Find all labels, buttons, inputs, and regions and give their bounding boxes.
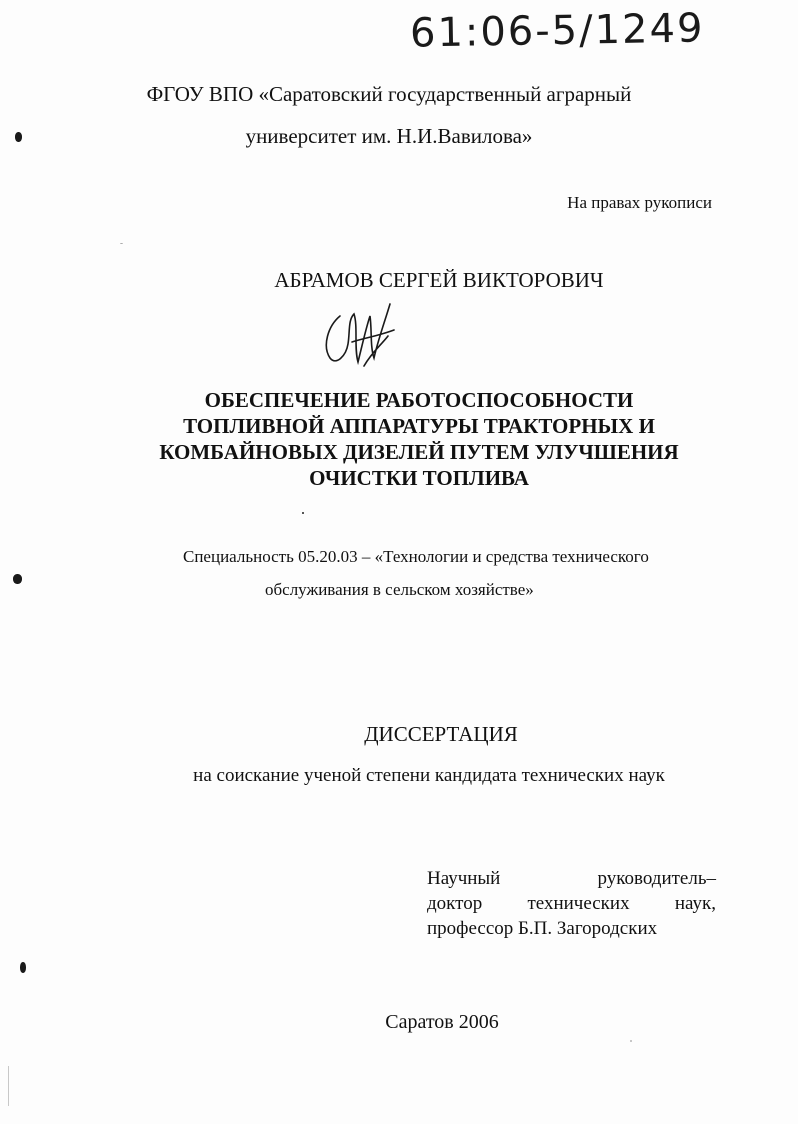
advisor-line-1 <box>427 866 716 891</box>
specialty-line-2: обслуживания в сельском хозяйстве» <box>265 580 534 599</box>
scan-speck <box>120 243 123 244</box>
advisor-word: технических <box>527 893 630 914</box>
advisor-line-3: профессор Б.П. Загородских <box>427 918 658 939</box>
advisor-word: доктор <box>427 893 483 914</box>
scan-edge-line <box>8 1066 9 1106</box>
dissertation-title <box>20 387 798 491</box>
scan-dot <box>302 512 304 514</box>
institution-line-1: ФГОУ ВПО «Саратовский государственный аграрный <box>146 82 632 106</box>
title-line: КОМБАЙНОВЫХ ДИЗЕЛЕЙ ПУТЕМ УЛУЧШЕНИЯ <box>159 440 679 464</box>
scan-speck <box>20 962 26 973</box>
advisor-word: наук, <box>674 893 716 914</box>
city-year: Саратов 2006 <box>385 1011 499 1033</box>
work-type: ДИССЕРТАЦИЯ <box>364 722 518 746</box>
archive-number-handwritten: 61:06-5/1249 <box>409 5 705 57</box>
advisor-word: руководитель– <box>597 868 716 889</box>
author-signature <box>318 296 400 374</box>
degree-line: на соискание ученой степени кандидата технических наук <box>193 765 665 786</box>
scan-speck <box>15 132 22 142</box>
advisor-word: Научный <box>427 868 501 889</box>
title-line: ТОПЛИВНОЙ АППАРАТУРЫ ТРАКТОРНЫХ И <box>183 414 655 438</box>
scan-speck <box>630 1040 632 1042</box>
author-name: АБРАМОВ СЕРГЕЙ ВИКТОРОВИЧ <box>274 268 604 292</box>
scientific-advisor <box>427 866 716 941</box>
scan-speck <box>13 574 22 584</box>
rights-note: На правах рукописи <box>567 193 712 212</box>
title-line: ОБЕСПЕЧЕНИЕ РАБОТОСПОСОБНОСТИ <box>204 388 634 412</box>
institution-line-2: университет им. Н.И.Вавилова» <box>245 124 533 148</box>
specialty-line-1: Специальность 05.20.03 – «Технологии и средства технического <box>183 547 649 566</box>
advisor-line-2 <box>427 891 716 916</box>
title-line: ОЧИСТКИ ТОПЛИВА <box>309 466 529 490</box>
